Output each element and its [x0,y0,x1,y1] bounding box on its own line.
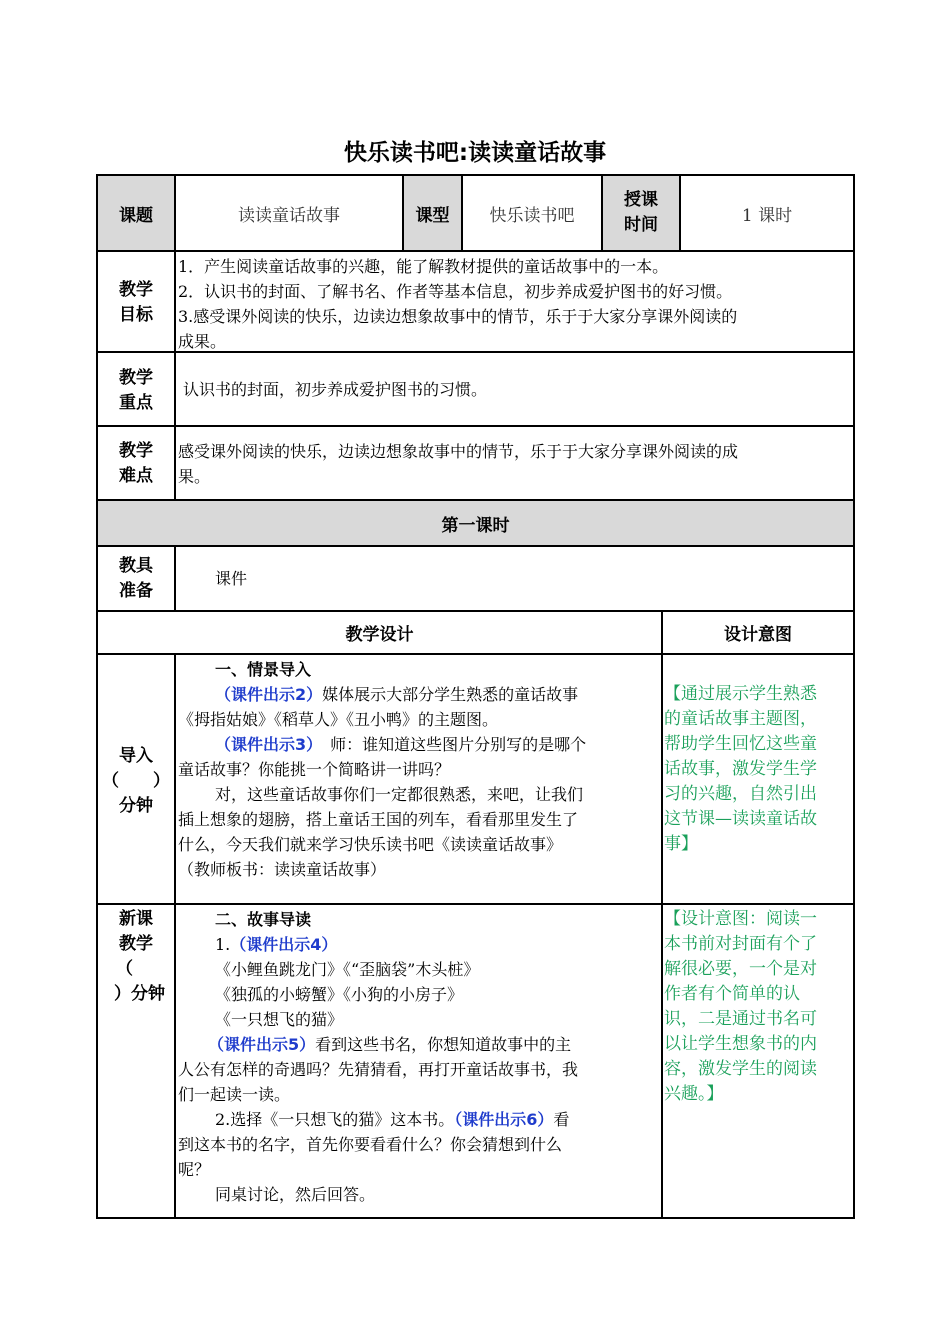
difficulty-line: 感受课外阅读的快乐，边读边想象故事中的情节，乐于于大家分享课外阅读的成 [178,442,739,461]
difficulty-label-line: 教学 [119,441,153,461]
newlesson-para [178,1032,660,1057]
goal-item: 成果。 [178,332,227,351]
goal-item: 1．产生阅读童话故事的兴趣，能了解教材提供的童话故事中的一本。 [178,257,669,276]
grid-line [96,250,855,252]
intro-para [178,682,660,707]
grid-line [174,545,176,611]
intent-line: 事】 [664,834,698,854]
intro-label-line: 导入 [119,746,153,766]
intro-label-line: （ ） [102,771,170,791]
newlesson-para [178,932,660,957]
book-list: 《小鲤鱼跳龙门》《“歪脑袋”木头桩》 [215,960,480,979]
newlesson-text: 看 [553,1110,570,1129]
intent-line: 【通过展示学生熟悉 [664,684,817,704]
goals-label-line: 教学 [119,280,153,300]
intro-heading [178,657,660,682]
newlesson-para: 同桌讨论，然后回答。 [215,1185,376,1204]
newlesson-text: 2.选择《一只想飞的猫》这本书。 [215,1110,455,1129]
slide-tag: （课件出示5） [208,1035,316,1054]
page-title: 快乐读书吧:读读童话故事 [343,140,607,166]
book-list: 《一只想飞的猫》 [215,1010,344,1029]
newlesson-para: 们一起读一读。 [178,1085,291,1104]
tools-label-line: 教具 [119,556,153,576]
newlesson-content [178,907,660,1207]
newlesson-para: 人公有怎样的奇遇吗？先猜猜看，再打开童话故事书，我 [178,1060,579,1079]
time-value: 1 课时 [741,205,793,226]
intro-para: 《拇指姑娘》《稻草人》《丑小鸭》的主题图。 [178,710,499,729]
topic-label: 课题 [119,205,153,226]
intro-para: 童话故事？你能挑一个简略讲一讲吗？ [178,760,451,779]
newlesson-intent [664,907,852,1107]
tools-label-line: 准备 [119,581,153,601]
newlesson-label-line: ）分钟 [114,984,165,1004]
intro-para: 什么，今天我们就来学习快乐读书吧《读读童话故事》 [178,835,563,854]
grid-line [96,425,855,427]
intro-label-line: 分钟 [119,796,153,816]
grid-line [96,545,855,547]
intent-line: 话故事，激发学生学 [664,759,817,779]
intro-para: 插上想象的翅膀，搭上童话王国的列车，看看那里发生了 [178,810,579,829]
difficulty-line: 果。 [178,467,211,486]
newlesson-heading-text: 二、故事导读 [215,910,312,929]
goal-item: 2．认识书的封面、了解书名、作者等基本信息，初步养成爱护图书的好习惯。 [178,282,733,301]
grid-line [96,653,855,655]
intent-line: 本书前对封面有个了 [664,934,817,954]
intent-line: 识，二是通过书名可 [664,1009,817,1029]
newlesson-label-line: （ [116,959,133,979]
difficulty-text [178,439,852,489]
intent-line: 这节课—读读童话故 [664,809,817,829]
focus-text: 认识书的封面，初步养成爱护图书的习惯。 [183,380,488,399]
intro-intent [664,682,852,857]
design-header: 教学设计 [345,625,414,645]
newlesson-label [98,907,174,1007]
intro-para: （教师板书：读读童话故事） [178,860,387,879]
tools-label [98,554,174,604]
intent-line: 容，激发学生的阅读 [664,1059,817,1079]
grid-line [96,1217,855,1219]
intro-content [178,657,660,882]
time-label-line: 授课 [624,190,658,210]
slide-tag: （课件出示2） [215,685,323,704]
topic-value: 读读童话故事 [238,205,340,226]
goals-label [98,278,174,328]
intro-text: 师：谁知道这些图片分别写的是哪个 [314,735,587,754]
grid-line [853,174,855,1219]
grid-line [174,653,176,1219]
intent-line: 以让学生想象书的内 [664,1034,817,1054]
newlesson-text: 看到这些书名，你想知道故事中的主 [315,1035,572,1054]
difficulty-label [98,439,174,489]
goal-item: 3.感受课外阅读的快乐，边读边想象故事中的情节，乐于于大家分享课外阅读的 [178,307,738,326]
focus-label-line: 重点 [119,393,153,413]
type-label: 课型 [415,205,450,226]
slide-tag: （课件出示6） [454,1110,554,1129]
time-label [603,188,679,238]
time-label-line: 时间 [624,215,658,235]
focus-label [98,366,174,416]
grid-line [661,610,663,1219]
intro-label [98,744,174,819]
intent-line: 作者有个简单的认 [664,984,800,1004]
intent-line: 的童话故事主题图， [664,709,817,729]
difficulty-label-line: 难点 [119,466,153,486]
intro-para: 对，这些童话故事你们一定都很熟悉，来吧，让我们 [215,785,584,804]
newlesson-label-line: 新课 [119,909,153,929]
newlesson-para: 到这本书的名字，首先你要看看什么？你会猜想到什么 [178,1135,563,1154]
lesson-banner: 第一课时 [441,515,510,536]
intent-header: 设计意图 [724,625,792,645]
newlesson-para: 呢？ [178,1160,211,1179]
slide-tag: （课件出示4） [230,935,338,954]
grid-line [96,903,855,905]
goals-text [178,254,852,354]
goals-label-line: 目标 [119,305,153,325]
step-number: 1. [215,935,231,954]
newlesson-label-line: 教学 [119,934,153,954]
intent-line: 兴趣。】 [664,1084,724,1104]
tools-text: 课件 [215,569,248,588]
intro-para [178,732,660,757]
intent-line: 【设计意图：阅读一 [664,909,817,929]
book-list: 《独孤的小螃蟹》《小狗的小房子》 [215,985,464,1004]
slide-tag: （课件出示3） [215,735,315,754]
focus-label-line: 教学 [119,368,153,388]
type-value: 快乐读书吧 [489,205,575,226]
intent-line: 解很必要，一个是对 [664,959,817,979]
intent-line: 帮助学生回忆这些童 [664,734,817,754]
grid-line [96,174,98,1219]
intent-line: 习的兴趣，自然引出 [664,784,817,804]
newlesson-para [178,1107,660,1132]
intro-text: 媒体展示大部分学生熟悉的童话故事 [322,685,579,704]
newlesson-heading [178,907,660,932]
intro-heading-text: 一、情景导入 [215,660,312,679]
